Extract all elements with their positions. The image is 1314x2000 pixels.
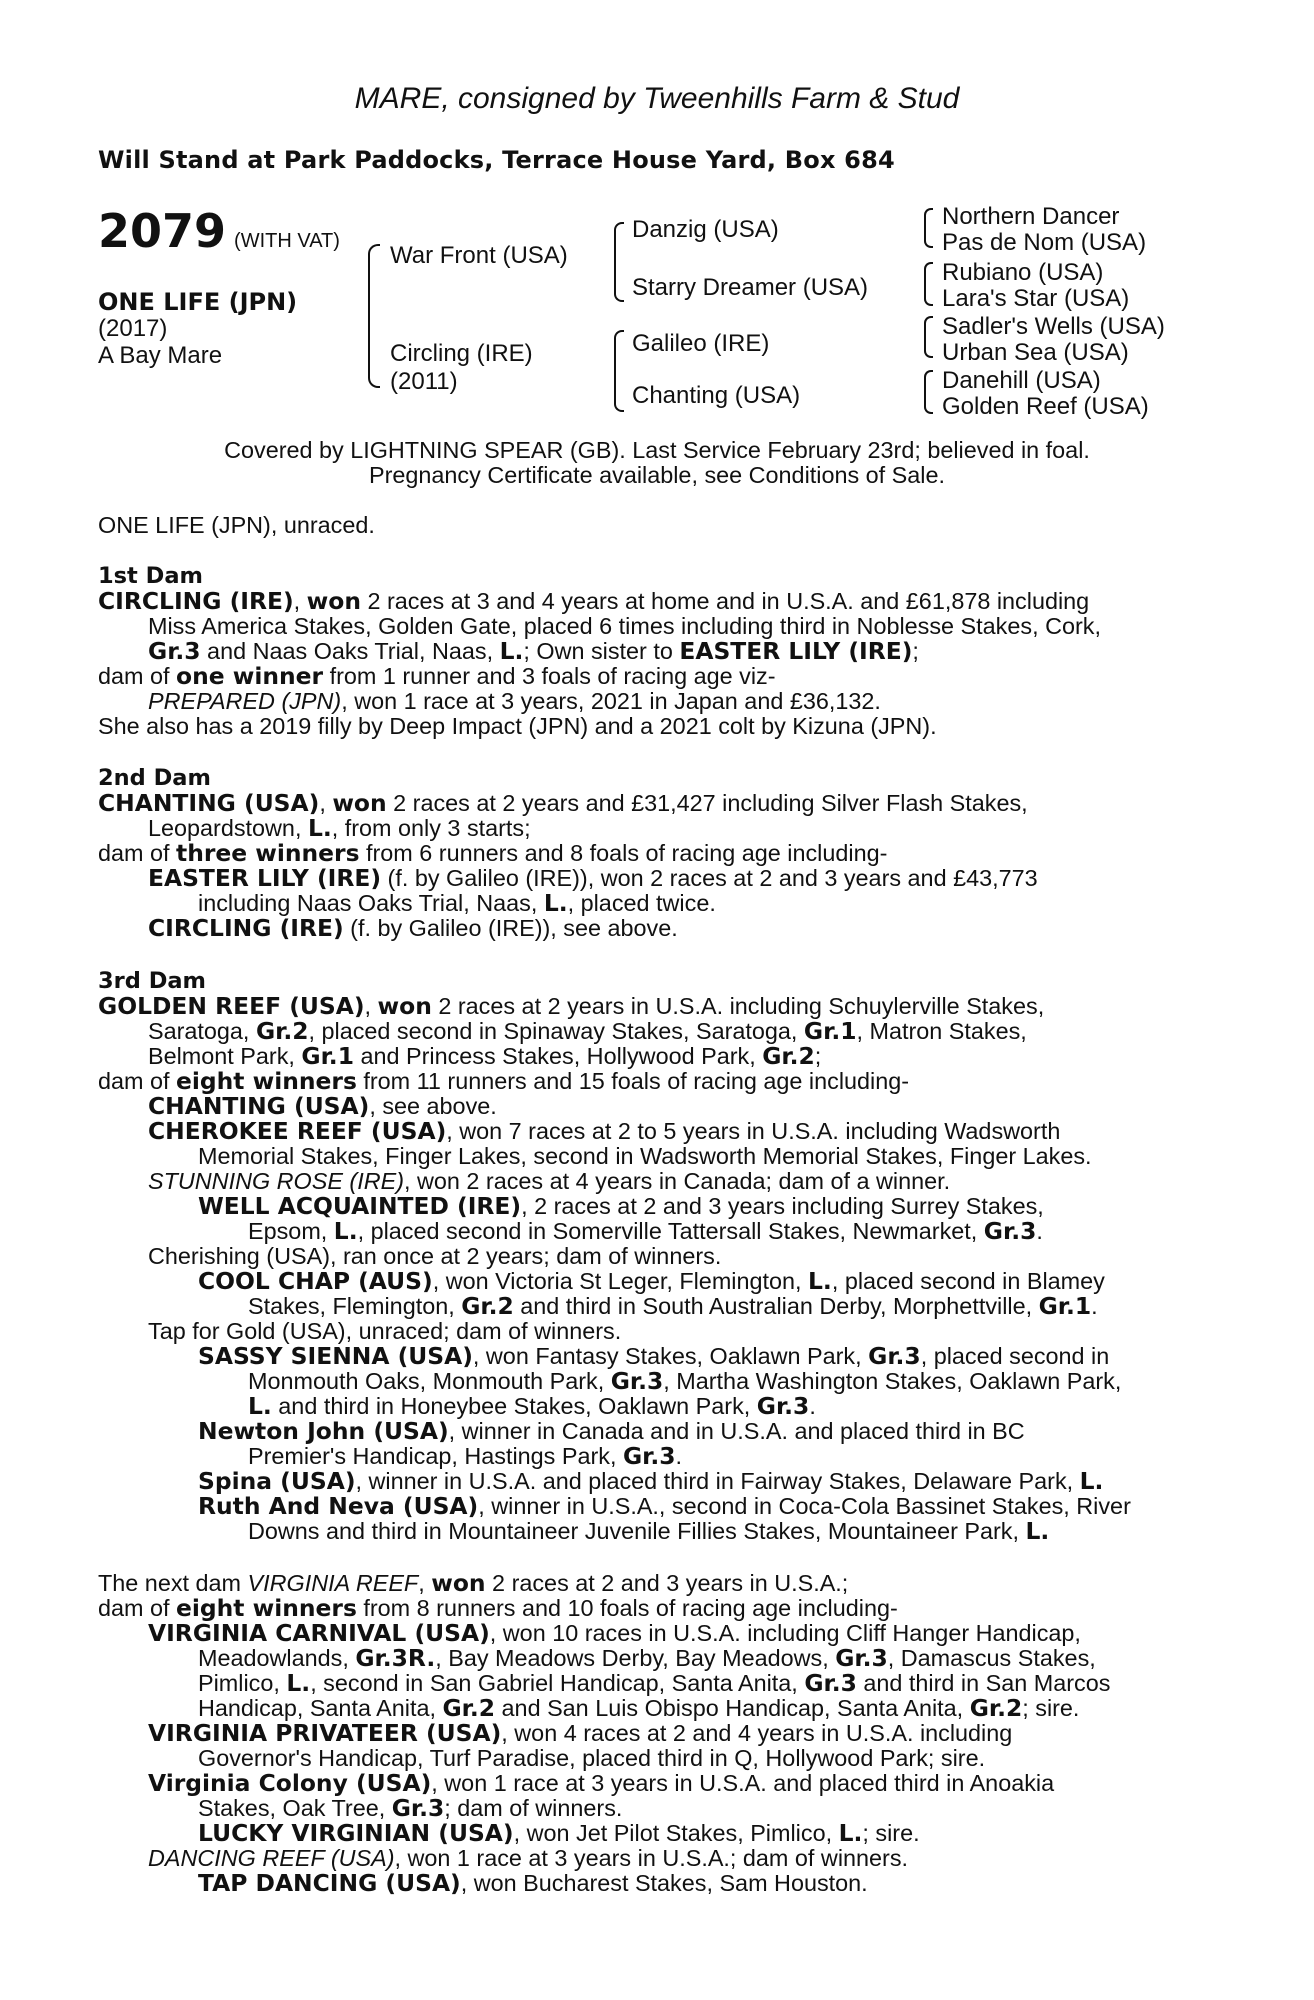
next-dam-line: TAP DANCING (USA), won Bucharest Stakes, Sam Houston. bbox=[198, 1869, 868, 1897]
third-dam-line: CHANTING (USA), see above. bbox=[148, 1092, 497, 1120]
third-dam-line: Premier's Handicap, Hastings Park, Gr.3. bbox=[248, 1442, 683, 1470]
first-dam-line: dam of one winner from 1 runner and 3 foals of racing age viz- bbox=[98, 662, 776, 690]
third-dam-line: L. and third in Honeybee Stakes, Oaklawn Park, Gr.3. bbox=[248, 1392, 816, 1420]
horse-description: A Bay Mare bbox=[98, 342, 223, 369]
unraced-line: ONE LIFE (JPN), unraced. bbox=[98, 512, 375, 538]
third-dam-line: Newton John (USA), winner in Canada and in U.S.A. and placed third in BC bbox=[198, 1417, 1025, 1445]
pregnancy-line: Pregnancy Certificate available, see Conditions of Sale. bbox=[369, 462, 945, 488]
third-dam-line: dam of eight winners from 11 runners and 15 foals of racing age including- bbox=[98, 1067, 910, 1095]
third-dam-line: Monmouth Oaks, Monmouth Park, Gr.3, Martha Washington Stakes, Oaklawn Park, bbox=[248, 1367, 1122, 1395]
pedigree-dds: Danehill (USA) bbox=[942, 367, 1101, 394]
next-dam-line: Governor's Handicap, Turf Paradise, placed third in Q, Hollywood Park; sire. bbox=[198, 1745, 986, 1771]
third-dam-line: Belmont Park, Gr.1 and Princess Stakes, Hollywood Park, Gr.2; bbox=[148, 1042, 822, 1070]
next-dam-line: dam of eight winners from 8 runners and 10 foals of racing age including- bbox=[98, 1594, 898, 1622]
next-dam-line: Pimlico, L., second in San Gabriel Handicap, Santa Anita, Gr.3 and third in San Marcos bbox=[198, 1669, 1111, 1697]
third-dam-line: Memorial Stakes, Finger Lakes, second in Wadsworth Memorial Stakes, Finger Lakes. bbox=[198, 1143, 1092, 1169]
first-dam-line: PREPARED (JPN), won 1 race at 3 years, 2021 in Japan and £36,132. bbox=[148, 688, 881, 714]
second-dam-line: CIRCLING (IRE) (f. by Galileo (IRE)), see above. bbox=[148, 914, 678, 942]
third-dam-line: GOLDEN REEF (USA), won 2 races at 2 years in U.S.A. including Schuylerville Stakes, bbox=[98, 992, 1045, 1020]
pedigree-dam-dam: Chanting (USA) bbox=[632, 382, 801, 409]
second-dam-line: including Naas Oaks Trial, Naas, L., placed twice. bbox=[198, 889, 716, 917]
next-dam-line: Handicap, Santa Anita, Gr.2 and San Luis Obispo Handicap, Santa Anita, Gr.2; sire. bbox=[198, 1694, 1080, 1722]
next-dam-line: VIRGINIA CARNIVAL (USA), won 10 races in U.S.A. including Cliff Hanger Handicap, bbox=[148, 1619, 1081, 1647]
first-dam-line: She also has a 2019 filly by Deep Impact (JPN) and a 2021 colt by Kizuna (JPN). bbox=[98, 713, 937, 739]
pedigree-brace bbox=[924, 316, 933, 358]
pedigree-brace bbox=[368, 244, 380, 388]
pedigree-sds: Rubiano (USA) bbox=[942, 259, 1104, 286]
first-dam-line: CIRCLING (IRE), won 2 races at 3 and 4 years at home and in U.S.A. and £61,878 including bbox=[98, 587, 1090, 615]
pedigree-dsd: Urban Sea (USA) bbox=[942, 339, 1129, 366]
pedigree-dss: Sadler's Wells (USA) bbox=[942, 313, 1165, 340]
covered-line: Covered by LIGHTNING SPEAR (GB). Last Service February 23rd; believed in foal. bbox=[224, 437, 1090, 463]
next-dam-line: Meadowlands, Gr.3R., Bay Meadows Derby, Bay Meadows, Gr.3, Damascus Stakes, bbox=[198, 1644, 1096, 1672]
next-dam-line: The next dam VIRGINIA REEF, won 2 races at 2 and 3 years in U.S.A.; bbox=[98, 1569, 849, 1597]
third-dam-line: Saratoga, Gr.2, placed second in Spinaway Stakes, Saratoga, Gr.1, Matron Stakes, bbox=[148, 1017, 1027, 1045]
second-dam-line: dam of three winners from 6 runners and 8 foals of racing age including- bbox=[98, 839, 888, 867]
first-dam-line: Miss America Stakes, Golden Gate, placed 6 times including third in Noblesse Stakes, Cork, bbox=[148, 613, 1101, 639]
third-dam-line: Spina (USA), winner in U.S.A. and placed third in Fairway Stakes, Delaware Park, L. bbox=[198, 1467, 1104, 1495]
third-dam-line: SASSY SIENNA (USA), won Fantasy Stakes, Oaklawn Park, Gr.3, placed second in bbox=[198, 1342, 1110, 1370]
next-dam-line: DANCING REEF (USA), won 1 race at 3 years in U.S.A.; dam of winners. bbox=[148, 1845, 909, 1871]
first-dam-heading: 1st Dam bbox=[98, 563, 203, 589]
third-dam-line: WELL ACQUAINTED (IRE), 2 races at 2 and 3 years including Surrey Stakes, bbox=[198, 1192, 1044, 1220]
third-dam-line: CHEROKEE REEF (USA), won 7 races at 2 to 5 years in U.S.A. including Wadsworth bbox=[148, 1117, 1061, 1145]
second-dam-line: EASTER LILY (IRE) (f. by Galileo (IRE)), won 2 races at 2 and 3 years and £43,773 bbox=[148, 864, 1038, 892]
third-dam-line: Tap for Gold (USA), unraced; dam of winners. bbox=[148, 1318, 622, 1344]
vat-label: (WITH VAT) bbox=[234, 230, 340, 252]
horse-name: ONE LIFE (JPN) bbox=[98, 288, 298, 316]
lot-header bbox=[98, 204, 340, 258]
stand-location: Will Stand at Park Paddocks, Terrace House Yard, Box 684 bbox=[98, 146, 895, 174]
pedigree-dam-year: (2011) bbox=[390, 368, 458, 395]
lot-number: 2079 bbox=[98, 204, 227, 258]
pedigree-sire: War Front (USA) bbox=[390, 242, 568, 269]
pedigree-ssd: Pas de Nom (USA) bbox=[942, 229, 1147, 256]
pedigree-sdd: Lara's Star (USA) bbox=[942, 285, 1130, 312]
next-dam-line: Stakes, Oak Tree, Gr.3; dam of winners. bbox=[198, 1794, 623, 1822]
second-dam-line: Leopardstown, L., from only 3 starts; bbox=[148, 814, 531, 842]
second-dam-heading: 2nd Dam bbox=[98, 765, 211, 791]
pedigree-brace bbox=[614, 222, 624, 302]
next-dam-line: Virginia Colony (USA), won 1 race at 3 years in U.S.A. and placed third in Anoakia bbox=[148, 1769, 1055, 1797]
third-dam-line: COOL CHAP (AUS), won Victoria St Leger, Flemington, L., placed second in Blamey bbox=[198, 1267, 1105, 1295]
pedigree-brace bbox=[924, 262, 933, 306]
pedigree-dam-sire: Galileo (IRE) bbox=[632, 330, 770, 357]
pedigree-dam: Circling (IRE) bbox=[390, 340, 533, 367]
third-dam-line: STUNNING ROSE (IRE), won 2 races at 4 years in Canada; dam of a winner. bbox=[148, 1168, 951, 1194]
horse-year: (2017) bbox=[98, 315, 168, 342]
pedigree-ddd: Golden Reef (USA) bbox=[942, 393, 1149, 420]
third-dam-line: Stakes, Flemington, Gr.2 and third in South Australian Derby, Morphettville, Gr.1. bbox=[248, 1292, 1098, 1320]
third-dam-line: Downs and third in Mountaineer Juvenile Fillies Stakes, Mountaineer Park, L. bbox=[248, 1517, 1050, 1545]
pedigree-brace bbox=[614, 330, 624, 412]
pedigree-sss: Northern Dancer bbox=[942, 203, 1120, 230]
third-dam-line: Epsom, L., placed second in Somerville Tattersall Stakes, Newmarket, Gr.3. bbox=[248, 1217, 1043, 1245]
pedigree-brace bbox=[924, 208, 933, 248]
pedigree-brace bbox=[924, 370, 933, 414]
next-dam-line: VIRGINIA PRIVATEER (USA), won 4 races at 2 and 4 years in U.S.A. including bbox=[148, 1719, 1013, 1747]
third-dam-line: Ruth And Neva (USA), winner in U.S.A., second in Coca-Cola Bassinet Stakes, River bbox=[198, 1492, 1131, 1520]
pedigree-sire-sire: Danzig (USA) bbox=[632, 216, 779, 243]
third-dam-line: Cherishing (USA), ran once at 2 years; dam of winners. bbox=[148, 1243, 722, 1269]
first-dam-line: Gr.3 and Naas Oaks Trial, Naas, L.; Own sister to EASTER LILY (IRE); bbox=[148, 637, 919, 665]
page-title: MARE, consigned by Tweenhills Farm & Stud bbox=[354, 82, 960, 115]
pedigree-sire-dam: Starry Dreamer (USA) bbox=[632, 274, 869, 301]
second-dam-line: CHANTING (USA), won 2 races at 2 years and £31,427 including Silver Flash Stakes, bbox=[98, 789, 1028, 817]
next-dam-line: LUCKY VIRGINIAN (USA), won Jet Pilot Stakes, Pimlico, L.; sire. bbox=[198, 1819, 920, 1847]
third-dam-heading: 3rd Dam bbox=[98, 968, 206, 994]
